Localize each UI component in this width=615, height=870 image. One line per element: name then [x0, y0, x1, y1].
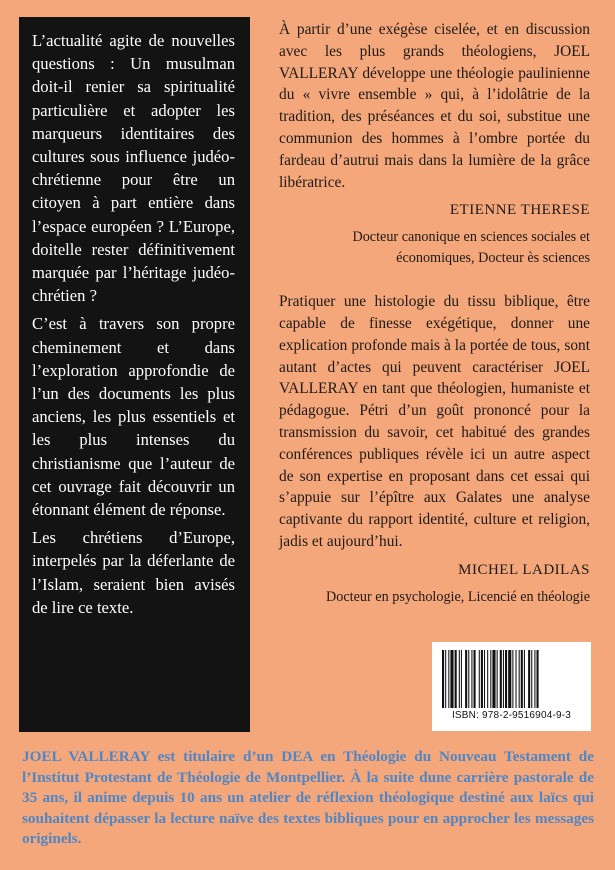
- summary-paragraph-2: C’est à travers son propre cheminement et dans l’exploration approfondie de l’un des documents les plus anciens, les plus essentiels et les plus intenses du christianisme que l’auteur de cet ouvrage fait découvrir un étonnant élément de réponse.: [32, 314, 235, 520]
- review-2-credentials: Docteur en psychologie, Licencié en théologie: [326, 588, 590, 605]
- review-1-text: À partir d’une exégèse ciselée, et en discussion avec les plus grands théologiens, JOEL VALLERAY développe une théologie paulinienne du « vivre ensemble » qui, à l’idolâtrie de la tradition, des préséances et du soi, substitue une communion des hommes à l’ombre portée du fardeau d’autrui mais dans la lumière de la grâce libératrice.: [279, 21, 590, 191]
- isbn-label: ISBN: 978-2-9516904-9-3: [451, 710, 572, 721]
- reviews-column: [279, 19, 590, 608]
- review-2-text: Pratiquer une histologie du tissu biblique, être capable de finesse exégétique, donner une explication profonde mais à la portée de tous, sont autant d’actes qui peuvent caractériser JOEL VALLERAY en tant que théologien, humaniste et pédagogue. Pétri d’un goût prononcé pour la transmission du savoir, cet habitué des grandes conférences publiques révèle ici un autre aspect de son expertise en proposant dans cet essai qui s’appuie sur l’épître aux Galates une analyse captivante du rapport identité, culture et religion, jadis et aujourd’hui.: [279, 293, 590, 550]
- summary-paragraph-3: Les chrétiens d’Europe, interpelés par la déferlante de l’Islam, seraient bien avisés de lire ce texte.: [32, 528, 235, 617]
- review-1-author: ETIENNE THERESE: [449, 202, 590, 219]
- barcode-box: [432, 642, 591, 731]
- review-2-author: MICHEL LADILAS: [458, 561, 590, 578]
- barcode-icon: [440, 650, 583, 708]
- review-1-credentials: Docteur canonique en sciences sociales et économiques, Docteur ès sciences: [352, 229, 590, 267]
- author-bio: JOEL VALLERAY est titulaire d’un DEA en Théologie du Nouveau Testament de l’Institut Protestant de Théologie de Montpellier. À la suite dune carrière pastorale de 35 ans, il anime depuis 10 ans un atelier de réflexion théologique destiné aux laïcs qui souhaitent dépasser la lecture naïve des textes bibliques pour en approcher les messages originels.: [22, 748, 594, 848]
- summary-paragraph-1: L’actualité agite de nouvelles questions : Un musulman doit-il renier sa spiritualité particulière et adopter les marqueurs identitaires des cultures sous influence judéo-chrétienne pour être un citoyen à part entière dans l’espace européen ? L’Europe, doitelle rester définitivement marquée par l’héritage judéo-chrétien ?: [32, 31, 235, 306]
- back-cover-summary-panel: [19, 17, 250, 732]
